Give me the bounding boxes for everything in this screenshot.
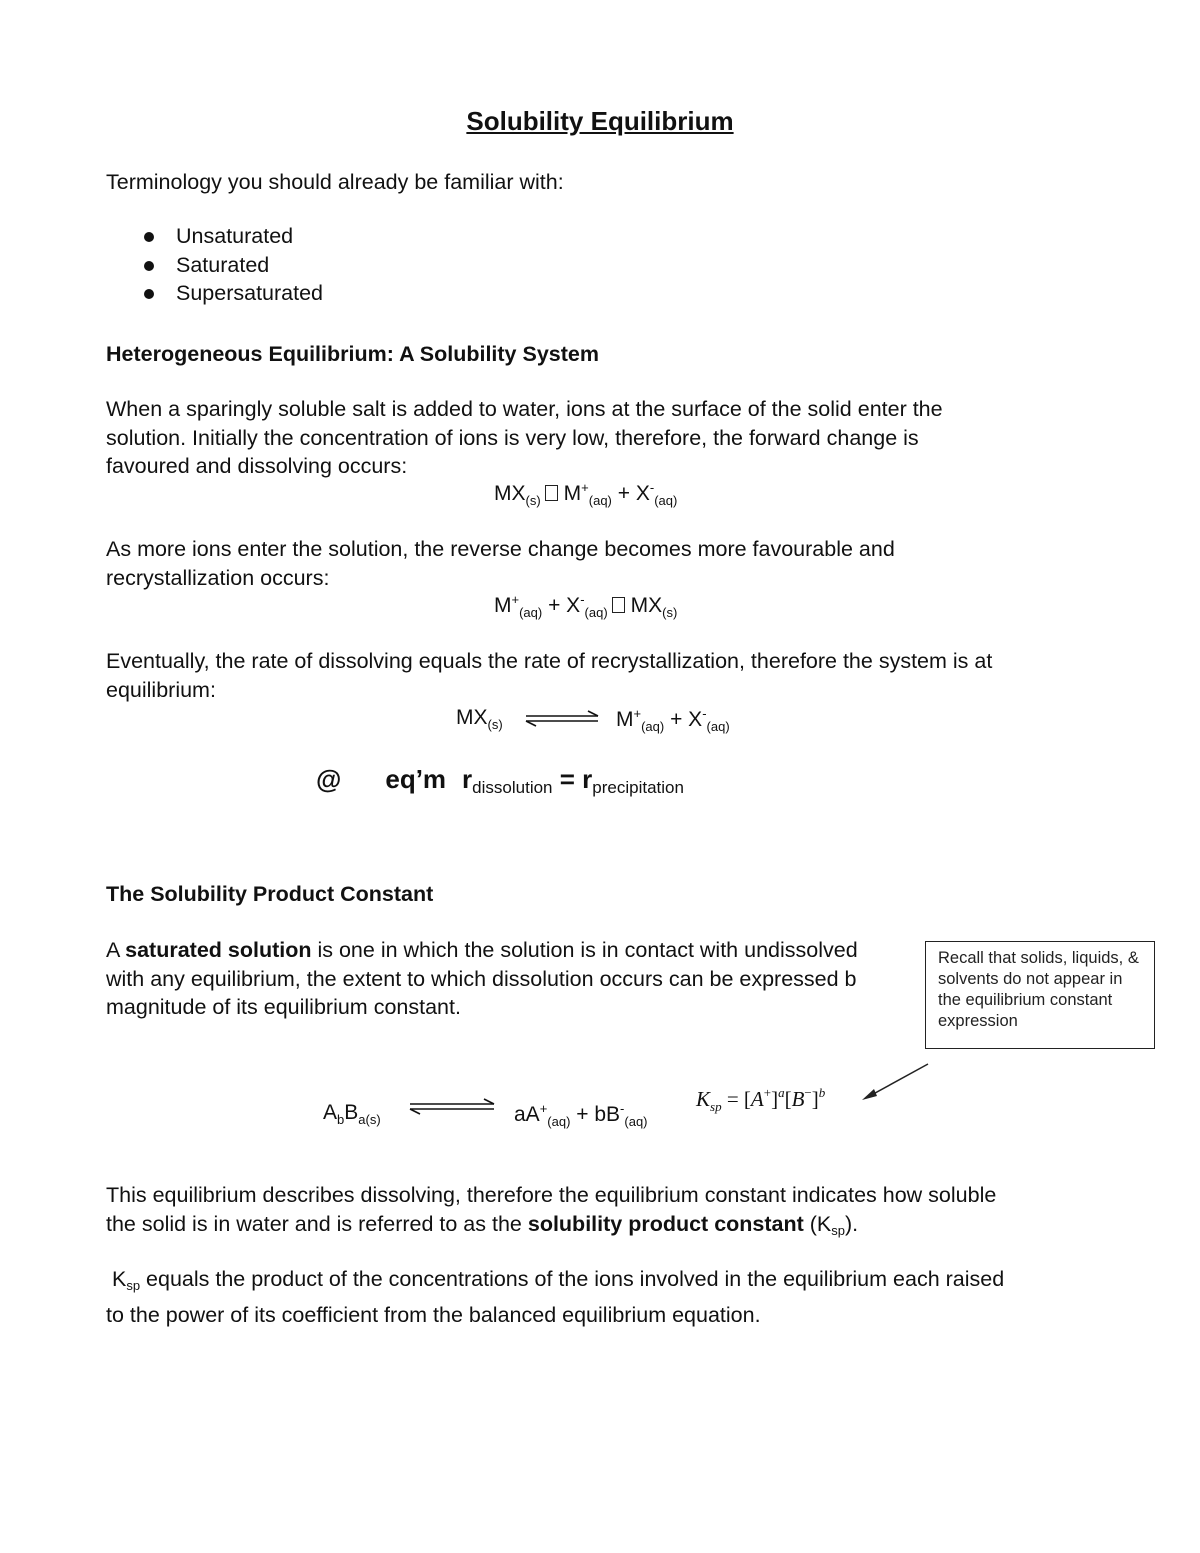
callout-pointer-arrow-icon [860,1062,932,1106]
general-dissolution-equation-right: $aA^+_{(aq)} + bB^-_{(aq)}$ [514,1101,648,1129]
paragraph-equilibrium: Eventually, the rate of dissolving equals the rate of recrystallization, therefore the system is at equilibrium: [106,649,993,702]
list-item: Unsaturated [140,222,323,251]
intro-text: Terminology you should already be familiar with: [106,170,564,194]
paragraph-saturated-solution: A saturated solution is one in which the solution is in contact with undissolved with any equilibrium, the extent to which dissolution occurs can be expressed b magnitude of its equilibrium constant. [106,938,858,1019]
section-heading-ksp: The Solubility Product Constant [106,882,434,906]
equation-recrystallization: $M^+_{(aq)} + X^-_{(aq)}$ $MX_{(s)}$ [494,592,678,620]
equilibrium-rate-statement: @ eq’m $r_{dissolution} = r_{precipitation}$ [316,764,684,797]
arrow-placeholder-icon [545,485,558,501]
terminology-list [140,222,323,308]
arrow-placeholder-icon [612,597,625,613]
equation-dissolving: $MX_{(s)}$ $M^+_{(aq)} + X^-_{(aq)}$ [494,480,678,508]
section-heading-heterogeneous: Heterogeneous Equilibrium: A Solubility System [106,342,599,366]
list-item: Saturated [140,251,323,280]
ksp-expression: $K_{sp} = [A^+]^a[B^-]^b$ [696,1085,826,1114]
bullet-icon [144,261,154,271]
equation-equilibrium-right: $M^+_{(aq)} + X^-_{(aq)}$ [616,706,730,734]
bullet-icon [144,232,154,242]
equilibrium-arrow-icon [524,708,604,732]
bullet-icon [144,289,154,299]
general-dissolution-equation-left: $A_bB_{a(s)}$ [323,1101,381,1127]
paragraph-ksp-definition: $K_{sp}$ equals the product of the concentrations of the ions involved in the equilibrium each raised to the power of its coefficient from the balanced equilibrium equation. [106,1267,1005,1327]
list-item: Supersaturated [140,279,323,308]
callout-note-box: Recall that solids, liquids, & solvents do not appear in the equilibrium constant expression [925,941,1155,1049]
page-title: Solubility Equilibrium [466,106,734,136]
equilibrium-arrow-icon [408,1098,498,1120]
paragraph-solubility-product: This equilibrium describes dissolving, therefore the equilibrium constant indicates how soluble the solid is in water and is referred to as the solubility product constant $(K_{sp})$. [106,1183,997,1238]
equation-equilibrium-left: $MX_{(s)}$ [456,706,503,732]
paragraph-dissolving: When a sparingly soluble salt is added to water, ions at the surface of the solid enter the solution. Initially the concentration of ions is very low, therefore, the forward change is favoured and dissolving occurs: [106,397,943,478]
paragraph-recrystallization: As more ions enter the solution, the reverse change becomes more favourable and recrystallization occurs: [106,537,895,590]
